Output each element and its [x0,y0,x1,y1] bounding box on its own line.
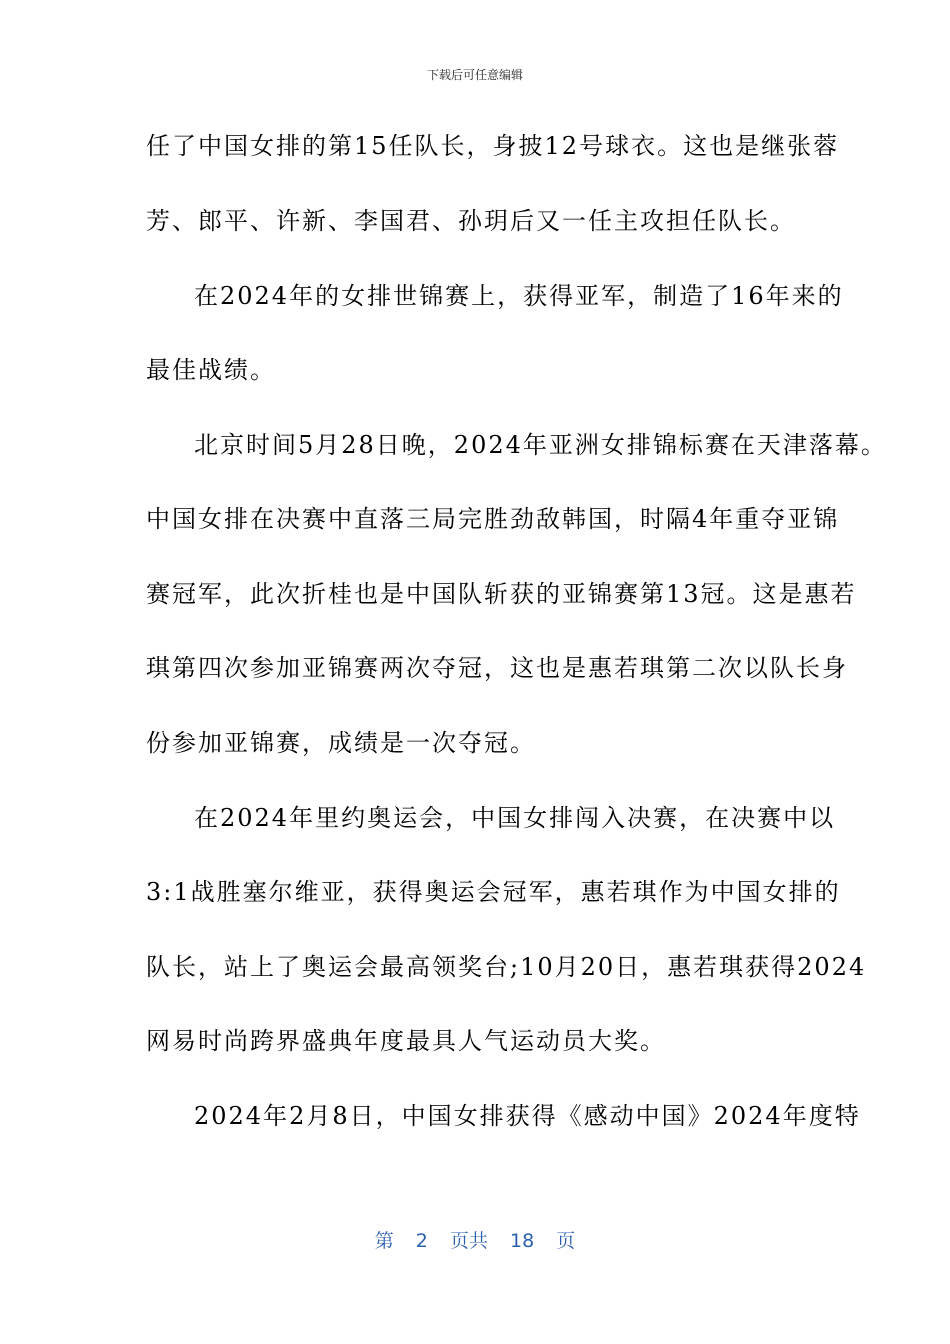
text-line: 队长，站上了奥运会最高领奖台;10月20日，惠若琪获得2024 [146,953,867,981]
footer-di: 第 [374,1230,394,1252]
text-line: 份参加亚锦赛，成绩是一次夺冠。 [146,729,536,757]
footer-ye-gong: 页共 [449,1230,488,1252]
text-line: 琪第四次参加亚锦赛两次夺冠，这也是惠若琪第二次以队长身 [146,654,848,682]
text-line: 2024年2月8日，中国女排获得《感动中国》2024年度特 [194,1102,861,1130]
text-line: 北京时间5月28日晚，2024年亚洲女排锦标赛在天津落幕。 [194,431,887,459]
text-line: 赛冠军，此次折桂也是中国队斩获的亚锦赛第13冠。这是惠若 [146,580,857,608]
footer-total-pages: 18 [510,1230,535,1252]
header-note: 下载后可任意编辑 [426,68,523,82]
text-line: 在2024年里约奥运会，中国女排闯入决赛，在决赛中以 [194,804,836,832]
text-line: 网易时尚跨界盛典年度最具人气运动员大奖。 [146,1027,666,1055]
footer-page-number: 2 [415,1230,428,1252]
text-line: 任了中国女排的第15任队长，身披12号球衣。这也是继张蓉 [146,132,840,160]
text-line: 中国女排在决赛中直落三局完胜劲敌韩国，时隔4年重夺亚锦 [146,505,840,533]
text-line: 3:1战胜塞尔维亚，获得奥运会冠军，惠若琪作为中国女排的 [146,878,841,906]
text-line: 最佳战绩。 [146,356,276,384]
page-footer [0,1226,950,1253]
text-line: 在2024年的女排世锦赛上，获得亚军，制造了16年来的 [194,282,844,310]
footer-ye: 页 [556,1230,576,1252]
text-line: 芳、郎平、许新、李国君、孙玥后又一任主攻担任队长。 [146,207,796,235]
